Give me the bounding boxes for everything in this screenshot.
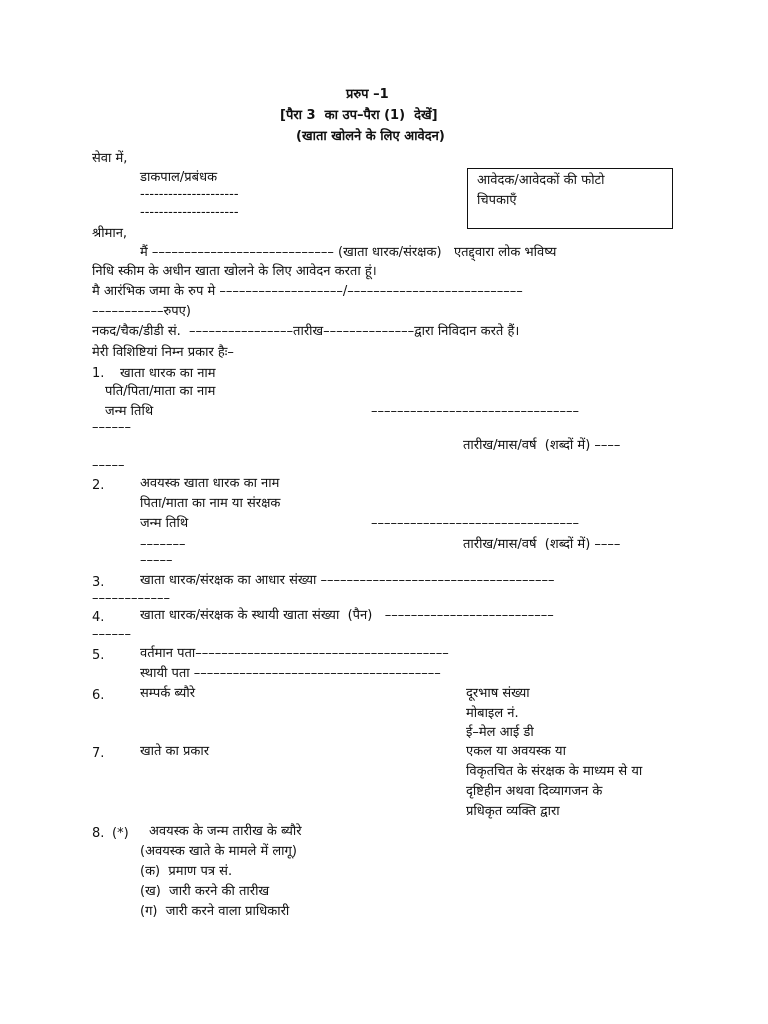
photo-box-label-1: आवेदक/आवेदकों की फोटो — [477, 173, 605, 188]
address-line-2: --------------------- — [140, 205, 239, 220]
item-6-phone: दूरभाष संख्या — [466, 686, 530, 701]
photo-box — [467, 168, 673, 229]
item-8-label: अवयस्क के जन्म तारीख के ब्यौरे — [149, 824, 302, 839]
item-4-label: खाता धारक/संरक्षक के स्थायी खाता संख्या (पैन) –––––––––––––––––––––––––– — [140, 608, 554, 623]
item-1-date-words: तारीख/मास/वर्ष (शब्दों में) –––– — [463, 438, 621, 453]
item-1-dash-a: –––––– — [92, 420, 131, 435]
intro-line-4: –––––––––––रुपए) — [92, 304, 191, 319]
item-8-issue-date: (ख) जारी करने की तारीख — [140, 884, 270, 899]
item-2-number: 2. — [92, 478, 105, 493]
item-1-dob-line: –––––––––––––––––––––––––––––––– — [371, 404, 579, 419]
item-7-label: खाते का प्रकार — [140, 744, 210, 759]
item-6-number: 6. — [92, 688, 105, 703]
item-2-dob: जन्म तिथि — [140, 516, 189, 531]
item-3-label: खाता धारक/संरक्षक का आधार संख्या –––––––––––––––––––––––––––––––––––– — [140, 573, 555, 588]
item-7-option-1: एकल या अवयस्क या — [466, 744, 566, 759]
item-7-option-3: दृष्टिहीन अथवा दिव्यागजन के — [466, 784, 603, 799]
item-6-email: ई–मेल आई डी — [466, 725, 534, 740]
item-7-option-4: प्रधिकृत व्यक्ति द्वारा — [466, 804, 560, 819]
item-5-present-address: वर्तमान पता––––––––––––––––––––––––––––––––––––––– — [140, 646, 449, 661]
form-number: प्ररुप –1 — [346, 87, 389, 102]
item-7-option-2: विकृतचित के संरक्षक के माध्यम से या — [466, 764, 643, 779]
salutation: श्रीमान, — [92, 226, 128, 241]
intro-line-6: मेरी विशिष्टियां निम्न प्रकार हैः– — [92, 345, 234, 360]
item-3-number: 3. — [92, 575, 105, 590]
item-2-dash-b: ––––– — [140, 553, 173, 568]
item-2-parent-name: पिता/माता का नाम या संरक्षक — [140, 496, 281, 511]
item-5-number: 5. — [92, 648, 105, 663]
item-8-issuing-authority: (ग) जारी करने वाला प्राधिकारी — [140, 904, 290, 919]
item-1-dash-b: ––––– — [92, 458, 125, 473]
item-2-dob-line: –––––––––––––––––––––––––––––––– — [371, 516, 579, 531]
item-8-asterisk: (*) — [112, 826, 129, 841]
para-reference: [पैरा 3 का उप–पैरा (1) देखें] — [280, 108, 438, 123]
photo-box-label-2: चिपकाएँ — [477, 193, 517, 208]
item-3-continuation: –––––––––––– — [92, 591, 170, 606]
item-2-dash-a: ––––––– — [140, 537, 186, 552]
item-1-label: खाता धारक का नाम — [120, 366, 216, 381]
item-8-number: 8. — [92, 826, 105, 841]
item-4-continuation: –––––– — [92, 627, 131, 642]
item-1-parent-name: पति/पिता/माता का नाम — [105, 384, 216, 399]
item-8-certificate-no: (क) प्रमाण पत्र सं. — [140, 864, 233, 879]
intro-line-3: मै आरंभिक जमा के रुप मे –––––––––––––––––––/––––––––––––––––––––––––––– — [92, 284, 523, 299]
item-1-number: 1. — [92, 366, 105, 381]
item-7-number: 7. — [92, 746, 105, 761]
item-1-dob: जन्म तिथि — [105, 404, 154, 419]
intro-line-1: मैं –––––––––––––––––––––––––––– (खाता धारक/संरक्षक) एतद्द्वारा लोक भविष्य — [140, 245, 557, 260]
address-line-1: --------------------- — [140, 187, 239, 202]
seva-mein: सेवा में, — [92, 151, 128, 166]
item-6-label: सम्पर्क ब्यौरे — [140, 686, 196, 701]
item-8-note: (अवयस्क खाते के मामले में लागू) — [140, 844, 297, 859]
item-4-number: 4. — [92, 610, 105, 625]
item-5-permanent-address: स्थायी पता –––––––––––––––––––––––––––––––––––––– — [140, 666, 441, 681]
form-title: (खाता खोलने के लिए आवेदन) — [296, 129, 445, 144]
item-2-date-words: तारीख/मास/वर्ष (शब्दों में) –––– — [463, 537, 621, 552]
postmaster-label: डाकपाल/प्रबंधक — [140, 170, 218, 185]
item-6-mobile: मोबाइल नं. — [466, 706, 519, 721]
intro-line-2: निधि स्कीम के अधीन खाता खोलने के लिए आवेदन करता हूं। — [92, 264, 377, 279]
item-2-label: अवयस्क खाता धारक का नाम — [140, 476, 280, 491]
intro-line-5: नकद/चैक/डीडी सं. ––––––––––––––––तारीख––––––––––––––द्वारा निविदान करते हैं। — [92, 324, 520, 339]
